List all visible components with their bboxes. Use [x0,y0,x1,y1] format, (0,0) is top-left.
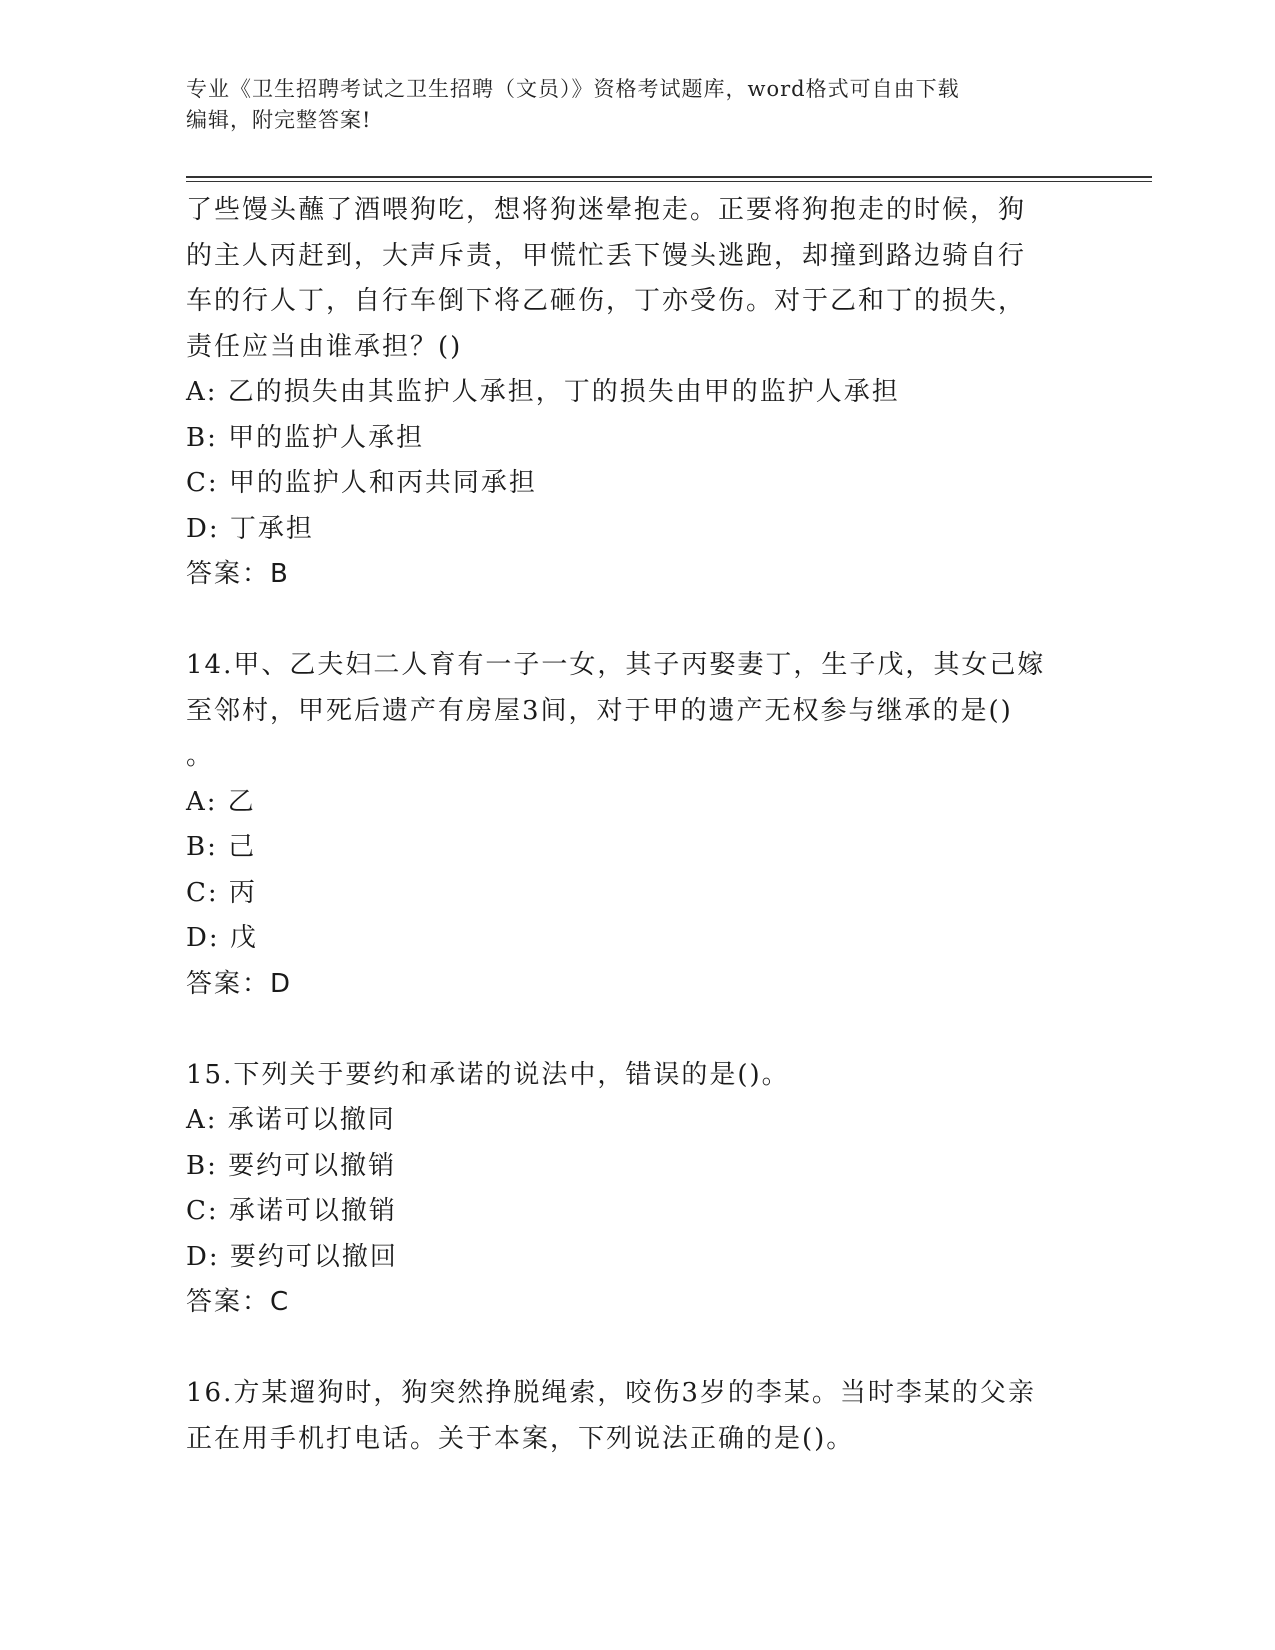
question-text-line: 16.方某遛狗时，狗突然挣脱绳索，咬伤3岁的李某。当时李某的父亲 [186,1378,1036,1408]
option-b: B: 要约可以撤销 [186,1150,397,1181]
option-c: C: 承诺可以撤销 [186,1196,397,1226]
question-text-line: 了些馒头蘸了酒喂狗吃，想将狗迷晕抱走。正要将狗抱走的时候，狗 [186,195,1027,225]
question-text-line: 14.甲、乙夫妇二人育有一子一女，其子丙娶妻丁，生子戊，其女己嫁 [186,650,1046,680]
question-text-line: 。 [186,741,215,771]
question-text-line: 正在用手机打电话。关于本案，下列说法正确的是()。 [186,1423,855,1454]
question-13 [186,188,1086,598]
header-line-1: 专业《卫生招聘考试之卫生招聘（文员）》资格考试题库，word格式可自由下载 [186,77,960,101]
question-text-line: 车的行人丁，自行车倒下将乙砸伤，丁亦受伤。对于乙和丁的损失， [186,286,1027,316]
spacer [186,598,1086,644]
question-text-line: 至邻村，甲死后遗产有房屋3间，对于甲的遗产无权参与继承的是() [186,695,1013,726]
answer: 答案：B [186,559,290,589]
option-b: B: 甲的监护人承担 [186,422,425,453]
spacer [186,1326,1086,1372]
option-a: A: 乙的损失由其监护人承担，丁的损失由甲的监护人承担 [186,377,900,407]
question-content [186,188,1086,1462]
question-text-line: 的主人丙赶到，大声斥责，甲慌忙丢下馒头逃跑，却撞到路边骑自行 [186,240,1027,271]
header-rule-thick [186,176,1152,178]
header-rule-thin [186,181,1152,182]
answer: 答案：D [186,968,293,999]
spacer [186,1007,1086,1053]
option-a: A: 乙 [186,786,256,817]
answer: 答案：C [186,1287,291,1317]
option-c: C: 丙 [186,877,257,908]
option-d: D: 戊 [186,923,258,953]
option-d: D: 要约可以撤回 [186,1241,398,1272]
question-text-line: 15.下列关于要约和承诺的说法中，错误的是()。 [186,1059,790,1090]
option-d: D: 丁承担 [186,513,314,544]
option-a: A: 承诺可以撤同 [186,1105,396,1135]
document-header [186,74,1086,136]
question-16 [186,1371,1086,1462]
option-c: C: 甲的监护人和丙共同承担 [186,468,537,498]
question-text-line: 责任应当由谁承担？() [186,331,463,362]
question-15 [186,1053,1086,1326]
header-line-2: 编辑，附完整答案! [186,108,372,132]
question-14 [186,643,1086,1007]
option-b: B: 己 [186,832,257,862]
